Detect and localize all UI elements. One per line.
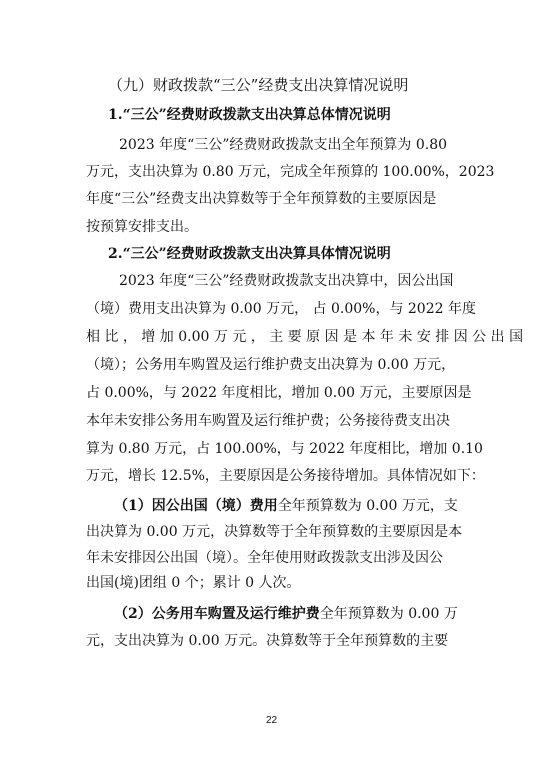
subsection-3-label: （1）因公出国（境）费用 — [114, 498, 278, 514]
subsection-3-line: 出决算为 0.00 万元，决算数等于全年预算数的主要原因是本 — [86, 524, 463, 540]
subsection-2-line: 占 0.00%，与 2022 年度相比，增加 0.00 万元，主要原因是 — [86, 385, 472, 401]
subsection-3-first-line — [114, 497, 458, 515]
subsection-2-heading: 2.“三公”经费财政拨款支出决算具体情况说明 — [108, 246, 391, 262]
page-number: 22 — [265, 715, 278, 726]
subsection-3-first-rest: 全年预算数为 0.00 万元，支 — [277, 498, 458, 514]
subsection-2-line: 本年未安排公务用车购置及运行维护费；公务接待费支出决 — [86, 413, 450, 429]
subsection-4-label: （2）公务用车购置及运行维护费 — [114, 606, 320, 622]
subsection-1-line: 2023 年度“三公”经费财政拨款支出全年预算为 0.80 — [119, 137, 448, 153]
subsection-2-line: （境）；公务用车购置及运行维护费支出决算为 0.00 万元， — [86, 357, 456, 373]
section-title: （九）财政拨款“三公”经费支出决算情况说明 — [108, 76, 409, 94]
subsection-4-first-line — [114, 605, 458, 623]
subsection-3-line: 年未安排因公出国（境）。全年使用财政拨款支出涉及因公 — [86, 550, 443, 566]
subsection-2-line: （境）费用支出决算为 0.00 万元， 占 0.00%，与 2022 年度 — [86, 301, 476, 317]
subsection-3-line: 出国(境)团组 0 个；累计 0 人次。 — [86, 575, 301, 591]
subsection-1-line: 万元，支出决算为 0.80 万元，完成全年预算的 100.00%，2023 — [86, 164, 495, 180]
subsection-1-line: 年度“三公”经费支出决算数等于全年预算数的主要原因是 — [86, 191, 437, 207]
subsection-2-line: 2023 年度“三公”经费财政拨款支出决算中，因公出国 — [119, 273, 454, 289]
subsection-1-line: 按预算安排支出。 — [86, 219, 198, 235]
subsection-4-first-rest: 全年预算数为 0.00 万 — [319, 606, 458, 622]
subsection-1-heading: 1.“三公”经费财政拨款支出决算总体情况说明 — [108, 107, 391, 123]
subsection-2-line: 算为 0.80 万元，占 100.00%，与 2022 年度相比，增加 0.10 — [86, 441, 483, 457]
subsection-2-line: 万元，增长 12.5%，主要原因是公务接待增加。具体情况如下： — [86, 468, 485, 484]
subsection-2-line: 相 比 ， 增 加 0.00 万 元 ， 主 要 原 因 是 本 年 未 安 排 因 公 出 国 — [86, 329, 524, 345]
subsection-4-line: 元，支出决算为 0.00 万元。决算数等于全年预算数的主要 — [86, 633, 449, 649]
